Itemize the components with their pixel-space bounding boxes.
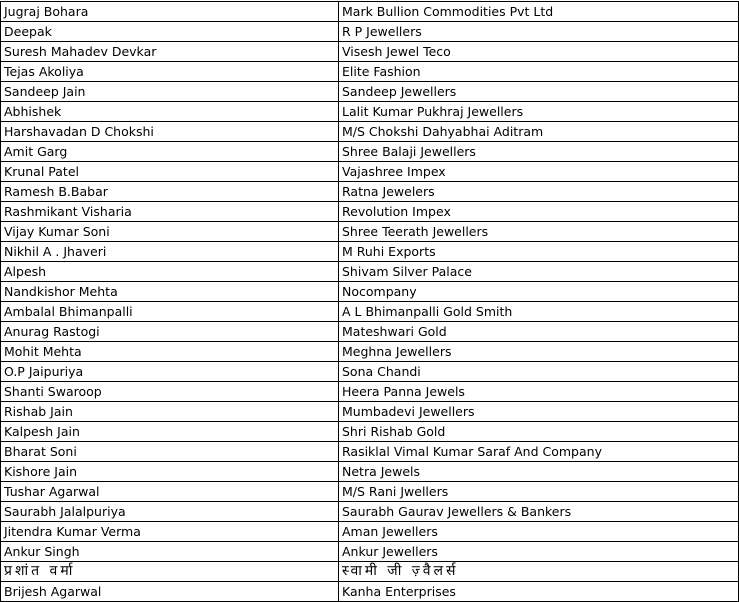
company-cell[interactable]: Lalit Kumar Pukhraj Jewellers (339, 102, 739, 122)
name-cell[interactable]: Suresh Mahadev Devkar (1, 42, 339, 62)
table-row (1, 122, 739, 142)
table-row (1, 402, 739, 422)
table-row (1, 242, 739, 262)
company-cell[interactable]: Heera Panna Jewels (339, 382, 739, 402)
company-cell[interactable]: स्वामी जी ज़्वैलर्स (339, 562, 739, 582)
name-cell[interactable]: Bharat Soni (1, 442, 339, 462)
table-row (1, 322, 739, 342)
company-cell[interactable]: R P Jewellers (339, 22, 739, 42)
table-row (1, 222, 739, 242)
table-row (1, 162, 739, 182)
company-cell[interactable]: Revolution Impex (339, 202, 739, 222)
name-cell[interactable]: Anurag Rastogi (1, 322, 339, 342)
table-row (1, 462, 739, 482)
company-cell[interactable]: Nocompany (339, 282, 739, 302)
company-cell[interactable]: Meghna Jewellers (339, 342, 739, 362)
name-cell[interactable]: Harshavadan D Chokshi (1, 122, 339, 142)
table-row (1, 442, 739, 462)
table-row (1, 182, 739, 202)
table-row (1, 562, 739, 582)
name-cell[interactable]: Nikhil A . Jhaveri (1, 242, 339, 262)
name-cell[interactable]: Vijay Kumar Soni (1, 222, 339, 242)
table-row (1, 282, 739, 302)
company-cell[interactable]: M Ruhi Exports (339, 242, 739, 262)
name-cell[interactable]: Nandkishor Mehta (1, 282, 339, 302)
name-cell[interactable]: Shanti Swaroop (1, 382, 339, 402)
company-cell[interactable]: Ankur Jewellers (339, 542, 739, 562)
name-cell[interactable]: Rashmikant Visharia (1, 202, 339, 222)
name-cell[interactable]: Ramesh B.Babar (1, 182, 339, 202)
company-cell[interactable]: Netra Jewels (339, 462, 739, 482)
name-cell[interactable]: Krunal Patel (1, 162, 339, 182)
company-cell[interactable]: Shree Balaji Jewellers (339, 142, 739, 162)
table-row (1, 422, 739, 442)
company-cell[interactable]: Sona Chandi (339, 362, 739, 382)
company-cell[interactable]: Rasiklal Vimal Kumar Saraf And Company (339, 442, 739, 462)
company-cell[interactable]: M/S Chokshi Dahyabhai Aditram (339, 122, 739, 142)
table-row (1, 262, 739, 282)
company-cell[interactable]: Sandeep Jewellers (339, 82, 739, 102)
table-row (1, 482, 739, 502)
company-cell[interactable]: A L Bhimanpalli Gold Smith (339, 302, 739, 322)
company-cell[interactable]: Saurabh Gaurav Jewellers & Bankers (339, 502, 739, 522)
company-cell[interactable]: Mateshwari Gold (339, 322, 739, 342)
table-row (1, 142, 739, 162)
name-cell[interactable]: Amit Garg (1, 142, 339, 162)
table-row (1, 2, 739, 22)
table-row (1, 522, 739, 542)
table-row (1, 302, 739, 322)
name-cell[interactable]: प्रशांत वर्मा (1, 562, 339, 582)
table-row (1, 102, 739, 122)
name-cell[interactable]: Kalpesh Jain (1, 422, 339, 442)
table-row (1, 202, 739, 222)
table-row (1, 582, 739, 602)
name-cell[interactable]: Deepak (1, 22, 339, 42)
name-cell[interactable]: Sandeep Jain (1, 82, 339, 102)
name-cell[interactable]: Mohit Mehta (1, 342, 339, 362)
name-cell[interactable]: Abhishek (1, 102, 339, 122)
company-cell[interactable]: Kanha Enterprises (339, 582, 739, 602)
name-cell[interactable]: Ambalal Bhimanpalli (1, 302, 339, 322)
company-cell[interactable]: Mumbadevi Jewellers (339, 402, 739, 422)
table-row (1, 42, 739, 62)
table-row (1, 502, 739, 522)
name-cell[interactable]: Saurabh Jalalpuriya (1, 502, 339, 522)
company-cell[interactable]: Visesh Jewel Teco (339, 42, 739, 62)
company-cell[interactable]: Elite Fashion (339, 62, 739, 82)
name-cell[interactable]: Rishab Jain (1, 402, 339, 422)
table-row (1, 22, 739, 42)
company-cell[interactable]: Aman Jewellers (339, 522, 739, 542)
spreadsheet-table (0, 1, 739, 602)
name-cell[interactable]: Ankur Singh (1, 542, 339, 562)
name-cell[interactable]: O.P Jaipuriya (1, 362, 339, 382)
company-cell[interactable]: M/S Rani Jwellers (339, 482, 739, 502)
company-cell[interactable]: Shree Teerath Jewellers (339, 222, 739, 242)
name-cell[interactable]: Alpesh (1, 262, 339, 282)
table-row (1, 82, 739, 102)
table-row (1, 342, 739, 362)
name-cell[interactable]: Jugraj Bohara (1, 2, 339, 22)
table-row (1, 362, 739, 382)
table-row (1, 382, 739, 402)
name-cell[interactable]: Kishore Jain (1, 462, 339, 482)
name-cell[interactable]: Tushar Agarwal (1, 482, 339, 502)
company-cell[interactable]: Shri Rishab Gold (339, 422, 739, 442)
company-cell[interactable]: Mark Bullion Commodities Pvt Ltd (339, 2, 739, 22)
table-row (1, 62, 739, 82)
company-cell[interactable]: Vajashree Impex (339, 162, 739, 182)
name-cell[interactable]: Tejas Akoliya (1, 62, 339, 82)
table-row (1, 542, 739, 562)
name-cell[interactable]: Brijesh Agarwal (1, 582, 339, 602)
company-cell[interactable]: Ratna Jewelers (339, 182, 739, 202)
company-cell[interactable]: Shivam Silver Palace (339, 262, 739, 282)
name-cell[interactable]: Jitendra Kumar Verma (1, 522, 339, 542)
